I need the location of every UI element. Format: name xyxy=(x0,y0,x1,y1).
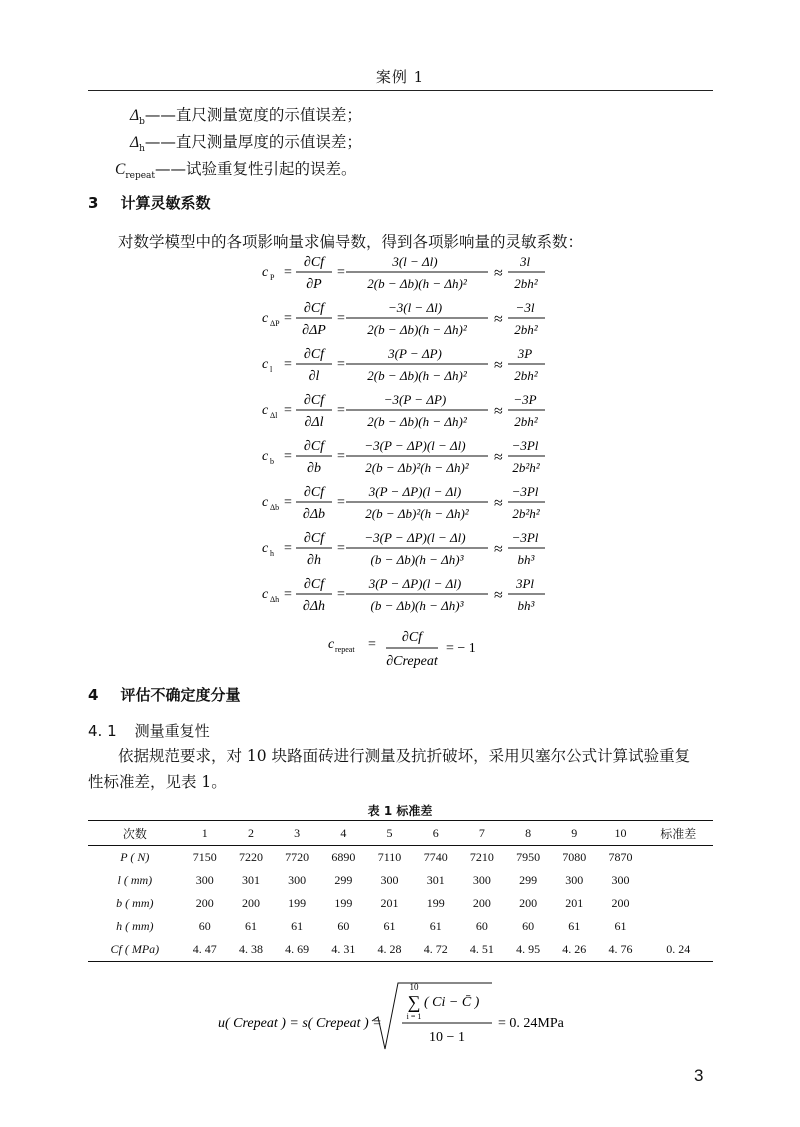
formula-right-den: bh³ xyxy=(517,598,535,613)
table-cell: 6890 xyxy=(331,850,356,864)
formula-eq: = xyxy=(284,449,292,464)
table-header-cell: 10 xyxy=(597,821,643,846)
formula-right-num: 3Pl xyxy=(515,576,535,591)
table-cell: 4. 76 xyxy=(597,938,643,962)
table-cell: 7080 xyxy=(562,850,587,864)
table-row xyxy=(88,915,713,938)
table-row-label: Cf ( MPa) xyxy=(88,938,182,962)
formula-mid-den: (b − Δb)(h − Δh)³ xyxy=(370,598,464,613)
table-cell: 301 xyxy=(426,873,445,887)
table-cell: 7950 xyxy=(516,850,541,864)
formula-partial-den: ∂l xyxy=(308,369,320,384)
formula-lhs: c xyxy=(262,495,269,510)
table-cell: 7110 xyxy=(377,850,402,864)
definition-delta-h: $\Delta_h——$直尺测量厚度的示值误差； xyxy=(130,133,362,155)
table-cell xyxy=(644,915,713,938)
repeat-lhs: c xyxy=(328,637,335,652)
formula-right-num: −3Pl xyxy=(511,438,539,453)
formula-mid-num: 3(P − ΔP)(l − Δl) xyxy=(368,484,462,499)
table-header-cell: 7 xyxy=(459,821,505,846)
table-cell: 199 xyxy=(288,896,307,910)
formula-lhs-sub: P xyxy=(270,273,275,282)
repeat-den: ∂Crepeat xyxy=(386,654,438,669)
formula-eq: = xyxy=(284,541,292,556)
formula-partial-den: ∂Δb xyxy=(302,507,326,522)
table-cell: 7720 xyxy=(285,850,310,864)
section-4-1-heading: 4. 1 测量重复性 xyxy=(88,722,210,740)
sum-bottom: i = 1 xyxy=(406,1012,422,1021)
table-cell: 300 xyxy=(288,873,307,887)
formula-eq: = xyxy=(337,403,345,418)
table-cell: 7210 xyxy=(469,850,494,864)
repeat-num: ∂Cf xyxy=(401,630,423,645)
formula-eq: = xyxy=(284,403,292,418)
formula-lhs: c xyxy=(262,265,269,280)
formula-right-den: 2bh² xyxy=(514,414,538,429)
formula-mid-num: 3(P − ΔP)(l − Δl) xyxy=(368,576,462,591)
formula-c-repeat xyxy=(328,630,476,669)
formula-approx: ≈ xyxy=(494,357,503,374)
table-row xyxy=(88,846,713,870)
formula-approx: ≈ xyxy=(494,587,503,604)
formula-mid-num: −3(P − ΔP) xyxy=(383,392,447,407)
table-cell xyxy=(644,846,713,870)
formula-lhs-sub: Δb xyxy=(270,503,280,512)
formula-partial-den: ∂Δh xyxy=(302,599,326,614)
formula-approx: ≈ xyxy=(494,311,503,328)
formula-mid-den: (b − Δb)(h − Δh)³ xyxy=(370,552,464,567)
table-cell: 61 xyxy=(244,919,257,933)
formula-right-num: −3P xyxy=(513,392,537,407)
formula-row xyxy=(262,438,545,476)
formula-right-den: 2bh² xyxy=(514,276,538,291)
table-cell: 301 xyxy=(241,873,260,887)
formula-mid-num: −3(l − Δl) xyxy=(387,300,443,315)
formula-row xyxy=(262,300,545,338)
table-cell: 61 xyxy=(614,919,627,933)
table-cell: 200 xyxy=(519,896,538,910)
formula-eq: = xyxy=(337,449,345,464)
table-cell: 4. 38 xyxy=(228,938,274,962)
table-cell: 300 xyxy=(611,873,630,887)
formula-mid-num: −3(P − ΔP)(l − Δl) xyxy=(364,438,466,453)
formula-mid-num: 3(P − ΔP) xyxy=(388,346,442,361)
table-cell: 0. 24 xyxy=(644,938,713,962)
repeat-result: = − 1 xyxy=(446,641,476,656)
table-row-label: l ( mm) xyxy=(117,873,153,887)
formula-eq: = xyxy=(337,587,345,602)
formula-lhs: c xyxy=(262,403,269,418)
formula-eq: = xyxy=(337,265,345,280)
table-cell: 200 xyxy=(611,896,630,910)
formula-partial-den: ∂P xyxy=(306,277,322,292)
sensitivity-formulas xyxy=(0,250,800,670)
formula-mid-num: −3(P − ΔP)(l − Δl) xyxy=(364,530,466,545)
formula-lhs: c xyxy=(262,587,269,602)
formula-partial-num: ∂Cf xyxy=(303,439,325,454)
formula-eq: = xyxy=(284,495,292,510)
std-dev-table xyxy=(88,820,713,962)
formula-lhs-sub: h xyxy=(270,549,274,558)
formula-approx: ≈ xyxy=(494,449,503,466)
formula-row xyxy=(262,392,545,430)
sum-sign: ∑ xyxy=(407,992,421,1012)
running-header: 案例 1 xyxy=(375,68,425,86)
section-3-heading: 3 计算灵敏系数 xyxy=(88,194,211,212)
formula-approx: ≈ xyxy=(494,403,503,420)
formula-eq: = xyxy=(284,265,292,280)
table-cell: 7870 xyxy=(608,850,633,864)
formula-right-den: 2b²h² xyxy=(512,506,540,521)
table-cell: 200 xyxy=(241,896,260,910)
formula-mid-den: 2(b − Δb)²(h − Δh)² xyxy=(365,506,469,521)
table-cell: 199 xyxy=(426,896,445,910)
formula-eq: = xyxy=(337,357,345,372)
formula-row xyxy=(262,576,545,614)
repeat-lhs-sub: repeat xyxy=(335,645,355,654)
table-cell: 199 xyxy=(334,896,353,910)
formula-partial-num: ∂Cf xyxy=(303,485,325,500)
table-cell: 300 xyxy=(380,873,399,887)
formula-lhs: c xyxy=(262,357,269,372)
formula-mid-den: 2(b − Δb)(h − Δh)² xyxy=(367,368,467,383)
formula-eq: = xyxy=(284,587,292,602)
table-cell: 7150 xyxy=(192,850,217,864)
table-cell: 60 xyxy=(522,919,535,933)
table-cell: 7740 xyxy=(423,850,448,864)
sum-body: ( Ci − C̄ ) xyxy=(424,995,480,1010)
table-cell: 4. 51 xyxy=(459,938,505,962)
formula-right-num: −3l xyxy=(515,300,535,315)
sum-top: 10 xyxy=(409,982,419,992)
table-cell: 4. 26 xyxy=(551,938,597,962)
formula-mid-den: 2(b − Δb)(h − Δh)² xyxy=(367,322,467,337)
formula-partial-num: ∂Cf xyxy=(303,347,325,362)
formula-right-num: 3l xyxy=(519,254,531,269)
formula-eq: = xyxy=(337,541,345,556)
section-3-intro: 对数学模型中的各项影响量求偏导数，得到各项影响量的灵敏系数： xyxy=(118,233,584,251)
table-row-label: h ( mm) xyxy=(116,919,154,933)
table-cell: 201 xyxy=(380,896,399,910)
table-cell xyxy=(644,869,713,892)
formula-partial-den: ∂b xyxy=(307,461,321,476)
formula-right-num: −3Pl xyxy=(511,530,539,545)
formula-partial-num: ∂Cf xyxy=(303,255,325,270)
formula-approx: ≈ xyxy=(494,265,503,282)
table-header-cell: 8 xyxy=(505,821,551,846)
formula-mid-num: 3(l − Δl) xyxy=(392,254,438,269)
formula-approx: ≈ xyxy=(494,541,503,558)
final-result: = 0. 24MPa xyxy=(498,1016,564,1031)
definition-c-repeat: $C_{repeat}——$试验重复性引起的误差。 xyxy=(115,160,357,182)
formula-lhs-sub: ΔP xyxy=(270,319,280,328)
table-cell: 4. 47 xyxy=(182,938,228,962)
table-header-cell: 标准差 xyxy=(644,821,713,846)
formula-right-den: 2bh² xyxy=(514,368,538,383)
table-cell: 60 xyxy=(198,919,211,933)
table-header-cell: 6 xyxy=(413,821,459,846)
final-den: 10 − 1 xyxy=(429,1030,465,1045)
definition-delta-b: $\Delta_b——$直尺测量宽度的示值误差； xyxy=(130,106,362,128)
formula-eq: = xyxy=(337,495,345,510)
table-header-cell: 1 xyxy=(182,821,228,846)
table-cell: 7220 xyxy=(238,850,263,864)
formula-eq: = xyxy=(284,357,292,372)
table-caption: 表 1 标准差 xyxy=(367,804,433,818)
table-cell: 299 xyxy=(334,873,353,887)
table-header-cell: 次数 xyxy=(88,821,182,846)
table-row xyxy=(88,938,713,962)
formula-mid-den: 2(b − Δb)²(h − Δh)² xyxy=(365,460,469,475)
formula-eq: = xyxy=(284,311,292,326)
table-cell: 4. 28 xyxy=(366,938,412,962)
table-cell: 4. 72 xyxy=(413,938,459,962)
formula-approx: ≈ xyxy=(494,495,503,512)
final-lhs: u( Crepeat ) = s( Crepeat ) = xyxy=(218,1016,382,1031)
table-row-label: P ( N) xyxy=(120,850,150,864)
header-rule xyxy=(88,90,713,91)
section-4-heading: 4 评估不确定度分量 xyxy=(88,686,241,704)
table-cell: 61 xyxy=(291,919,304,933)
table-cell: 201 xyxy=(565,896,584,910)
page-number: 3 xyxy=(694,1066,704,1085)
section-4-1-paragraph-line1: 依据规范要求，对 10 块路面砖进行测量及抗折破坏，采用贝塞尔公式计算试验重复 xyxy=(118,747,691,765)
formula-row xyxy=(262,254,545,292)
table-cell: 60 xyxy=(337,919,350,933)
formula-mid-den: 2(b − Δb)(h − Δh)² xyxy=(367,276,467,291)
table-cell xyxy=(644,892,713,915)
formula-partial-den: ∂h xyxy=(307,553,321,568)
table-cell: 61 xyxy=(429,919,442,933)
table-cell: 4. 31 xyxy=(320,938,366,962)
table-cell: 299 xyxy=(519,873,538,887)
formula-row xyxy=(262,530,545,568)
table-cell: 300 xyxy=(472,873,491,887)
formula-mid-den: 2(b − Δb)(h − Δh)² xyxy=(367,414,467,429)
repeat-eq: = xyxy=(368,637,376,652)
table-header-cell: 2 xyxy=(228,821,274,846)
formula-right-den: 2bh² xyxy=(514,322,538,337)
table-header-cell: 4 xyxy=(320,821,366,846)
formula-partial-den: ∂ΔP xyxy=(302,323,326,338)
formula-right-den: bh³ xyxy=(517,552,535,567)
table-cell: 200 xyxy=(195,896,214,910)
formula-row xyxy=(262,346,545,384)
table-cell: 61 xyxy=(383,919,396,933)
formula-row xyxy=(262,484,545,522)
formula-partial-num: ∂Cf xyxy=(303,577,325,592)
formula-lhs: c xyxy=(262,311,269,326)
formula-right-num: 3P xyxy=(517,346,533,361)
formula-lhs-sub: Δl xyxy=(270,411,278,420)
formula-lhs: c xyxy=(262,449,269,464)
table-row-label: b ( mm) xyxy=(116,896,154,910)
formula-lhs: c xyxy=(262,541,269,556)
table-cell: 4. 95 xyxy=(505,938,551,962)
table-cell: 300 xyxy=(195,873,214,887)
formula-right-den: 2b²h² xyxy=(512,460,540,475)
formula-partial-num: ∂Cf xyxy=(303,301,325,316)
table-row xyxy=(88,892,713,915)
formula-lhs-sub: l xyxy=(270,365,273,374)
formula-lhs-sub: Δh xyxy=(270,595,280,604)
section-4-1-paragraph-line2: 性标准差，见表 1。 xyxy=(88,773,227,791)
table-cell: 60 xyxy=(475,919,488,933)
formula-lhs-sub: b xyxy=(270,457,274,466)
table-cell: 300 xyxy=(565,873,584,887)
table-header-cell: 3 xyxy=(274,821,320,846)
formula-eq: = xyxy=(337,311,345,326)
table-cell: 4. 69 xyxy=(274,938,320,962)
table-header-cell: 5 xyxy=(366,821,412,846)
table-cell: 61 xyxy=(568,919,581,933)
formula-partial-num: ∂Cf xyxy=(303,393,325,408)
table-cell: 200 xyxy=(472,896,491,910)
formula-partial-den: ∂Δl xyxy=(304,415,324,430)
table-row xyxy=(88,869,713,892)
table-header-cell: 9 xyxy=(551,821,597,846)
formula-partial-num: ∂Cf xyxy=(303,531,325,546)
formula-right-num: −3Pl xyxy=(511,484,539,499)
repeatability-formula xyxy=(0,975,800,1055)
